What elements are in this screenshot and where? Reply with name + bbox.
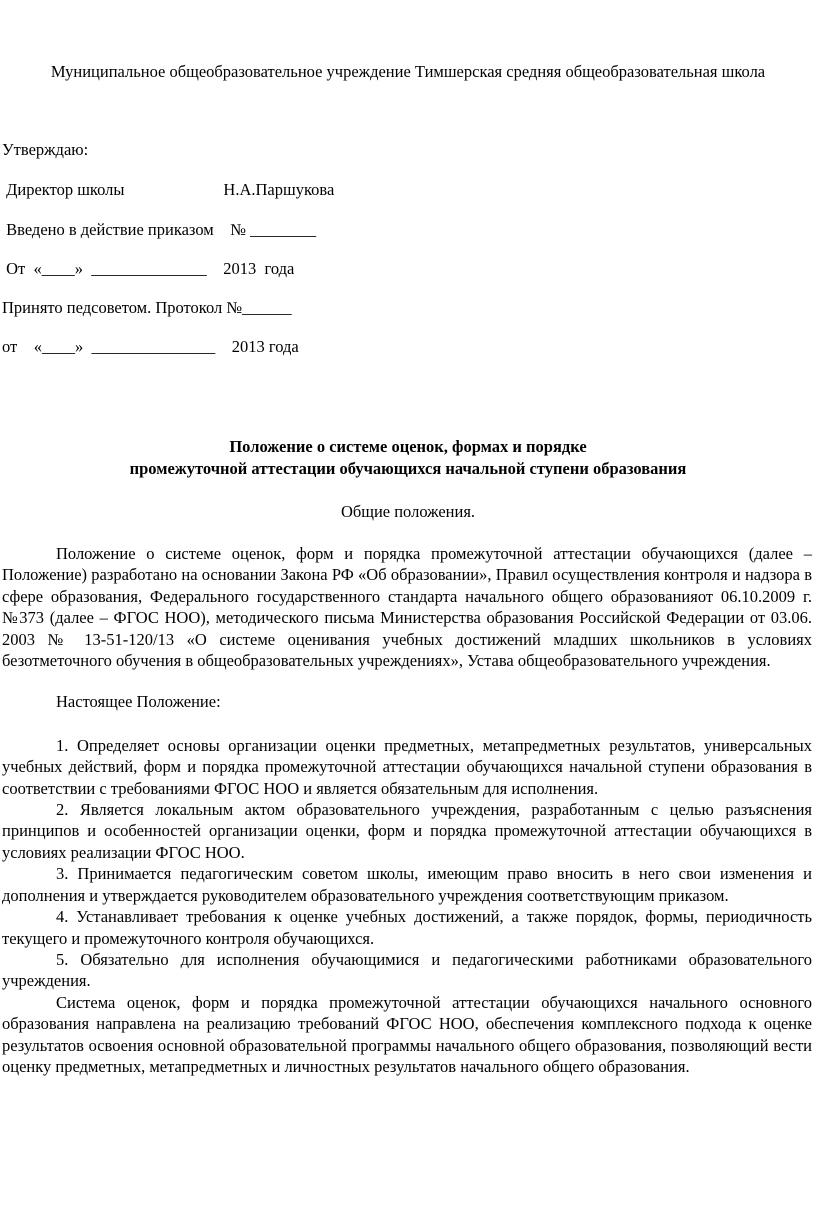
institution-header: Муниципальное общеобразовательное учреждение Тимшерская средняя общеобразовательная школа	[50, 62, 766, 81]
item-1-paragraph: 1. Определяет основы организации оценки предметных, метапредметных результатов, универсальных учебных действий, форм и порядка промежуточной аттестации обучающихся начальной ступени образования в соответствии с требованиями ФГОС НОО и является обязательным для исполнения.	[2, 735, 812, 798]
document-title-line1: Положение о системе оценок, формах и порядке	[229, 437, 587, 456]
director-line: Директор школы Н.А.Паршукова	[2, 180, 335, 199]
item-4-paragraph: 4. Устанавливает требования к оценке учебных достижений, а также порядок, формы, периодичность текущего и промежуточного контроля обучающихся.	[2, 907, 812, 948]
item-5-paragraph: 5. Обязательно для исполнения обучающимися и педагогическими работниками образовательного учреждения.	[2, 949, 812, 991]
approve-label: Утверждаю:	[2, 140, 89, 159]
system-paragraph: Система оценок, форм и порядка промежуточной аттестации обучающихся начального основного образования направлена на реализацию требований ФГОС НОО, обеспечения комплексного подхода к оценке результатов освоения основной образовательной программы начального общего образования, позволяющий вести оценку предметных, метапредметных и личностных результатов начального общего образования.	[2, 992, 812, 1076]
council-date-line: от «____» _______________ 2013 года	[2, 337, 299, 356]
section-heading: Общие положения.	[340, 502, 476, 521]
order-line: Введено в действие приказом № ________	[2, 220, 317, 239]
document-body	[2, 543, 812, 1077]
document-title-line2: промежуточной аттестации обучающихся начальной ступени образования	[129, 459, 687, 478]
order-date-line: От «____» ______________ 2013 года	[2, 259, 295, 278]
item-3-paragraph: 3. Принимается педагогическим советом школы, имеющим право вносить в него свои изменения и дополнения и утверждается руководителем образовательного учреждения соответствующим приказом.	[2, 864, 812, 905]
item-2-paragraph: 2. Является локальным актом образовательного учреждения, разработанным с целью разъяснения принципов и особенностей организации оценки, форм и порядка промежуточной аттестации обучающихся в условиях реализации ФГОС НОО.	[2, 800, 812, 862]
council-line: Принято педсоветом. Протокол №______	[2, 298, 292, 317]
intro-paragraph: Положение о системе оценок, форм и порядка промежуточной аттестации обучающихся (далее – Положение) разработано на основании Закона РФ «Об образовании», Правил осуществления контроля и надзора в сфере образования, Федерального государственного стандарта начального общего образованияот 06.10.2009 г. №373 (далее – ФГОС НОО), методического письма Министерства образования Российской Федерации от 03.06. 2003 № 13-51-120/13 «О системе оценивания учебных достижений младших школьников в условиях безотметочного обучения в общеобразовательных учреждениях», Устава общеобразовательного учреждения.	[2, 544, 812, 671]
present-paragraph: Настоящее Положение:	[56, 692, 221, 712]
